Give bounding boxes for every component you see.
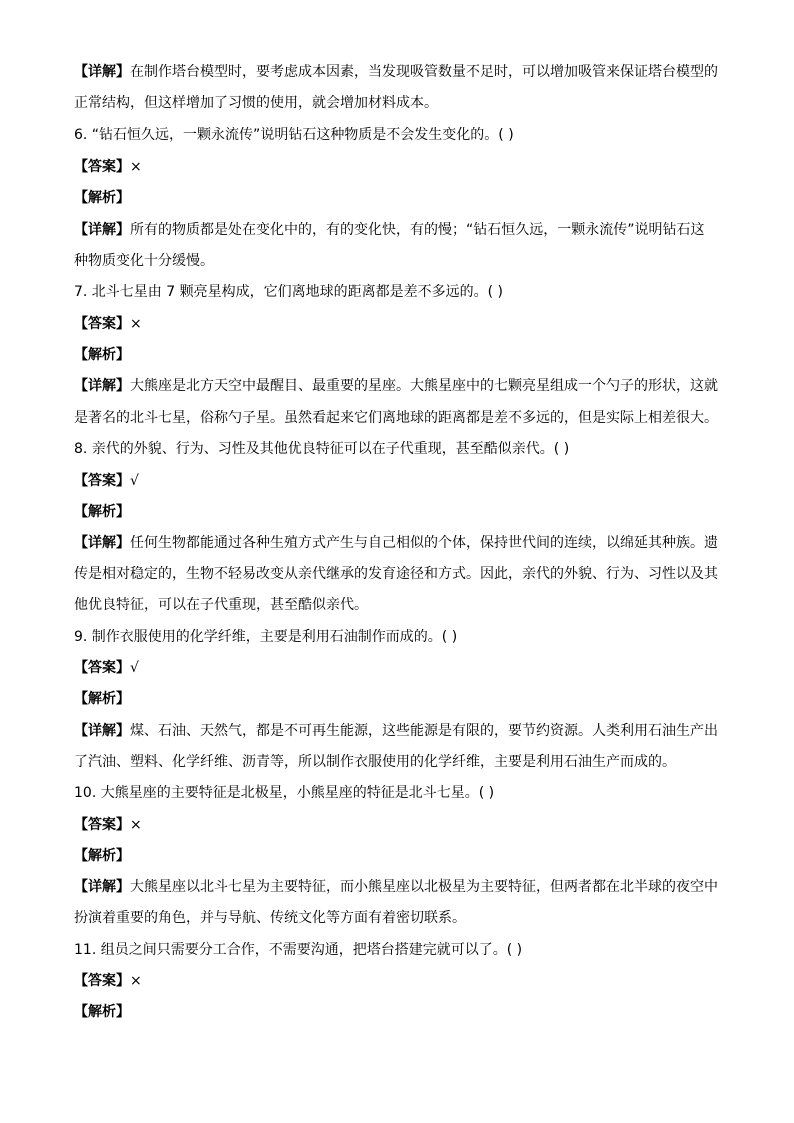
text-line: 是著名的北斗七星，俗称勺子星。虽然看起来它们离地球的距离都是差不多远的，但是实际上相差很大。: [74, 410, 718, 426]
section-label: 【详解】: [74, 222, 130, 238]
text-line: [74, 659, 139, 678]
text-line: [74, 315, 142, 334]
text-line: [74, 189, 130, 208]
section-label: 【详解】: [74, 378, 130, 394]
text-line: 种物质变化十分缓慢。: [74, 253, 214, 269]
text-line: 传是相对稳定的，生物不轻易改变从亲代继承的发育途径和方式。因此，亲代的外貌、行为、习性以及其: [74, 566, 718, 582]
section-label: 【详解】: [74, 879, 130, 895]
section-label: 【解析】: [74, 347, 130, 363]
text-line: [74, 158, 142, 177]
text-line: [74, 377, 718, 396]
section-label: 【答案】: [74, 660, 130, 676]
line-text: ×: [130, 159, 142, 175]
text-line: [74, 816, 142, 835]
line-text: 在制作塔台模型时，要考虑成本因素，当发现吸管数量不足时，可以增加吸管来保证塔台模型的: [130, 64, 718, 80]
text-line: [74, 722, 718, 741]
section-label: 【答案】: [74, 817, 130, 833]
text-line: 8. 亲代的外貌、行为、习性及其他优良特征可以在子代重现，甚至酷似亲代。( ): [74, 441, 570, 457]
section-label: 【答案】: [74, 473, 130, 489]
section-label: 【详解】: [74, 64, 130, 80]
line-text: 煤、石油、天然气，都是不可再生能源，这些能源是有限的，要节约资源。人类利用石油生产出: [130, 723, 718, 739]
line-text: ×: [130, 817, 142, 833]
section-label: 【答案】: [74, 973, 130, 989]
text-line: [74, 847, 130, 866]
text-line: [74, 221, 705, 240]
line-text: ×: [130, 316, 142, 332]
text-line: [74, 1003, 130, 1022]
section-label: 【解析】: [74, 190, 130, 206]
text-line: 他优良特征，可以在子代重现，甚至酷似亲代。: [74, 597, 368, 613]
text-line: 了汽油、塑料、化学纤维、沥青等，所以制作衣服使用的化学纤维，主要是利用石油生产而成的。: [74, 754, 676, 770]
section-label: 【详解】: [74, 723, 130, 739]
text-line: 6. “钻石恒久远，一颗永流传”说明钻石这种物质是不会发生变化的。( ): [74, 127, 514, 143]
text-line: [74, 690, 130, 709]
line-text: 大熊座是北方天空中最醒目、最重要的星座。大熊星座中的七颗亮星组成一个勺子的形状，这就: [130, 378, 718, 394]
text-line: 7. 北斗七星由 7 颗亮星构成，它们离地球的距离都是差不多远的。( ): [74, 284, 503, 300]
text-line: 正常结构，但这样增加了习惯的使用，就会增加材料成本。: [74, 95, 438, 111]
text-line: [74, 346, 130, 365]
text-line: 10. 大熊星座的主要特征是北极星，小熊星座的特征是北斗七星。( ): [74, 785, 495, 801]
text-line: 9. 制作衣服使用的化学纤维，主要是利用石油制作而成的。( ): [74, 629, 458, 645]
section-label: 【答案】: [74, 316, 130, 332]
text-line: 扮演着重要的角色，并与导航、传统文化等方面有着密切联系。: [74, 910, 466, 926]
text-line: 11. 组员之间只需要分工合作，不需要沟通，把塔台搭建完就可以了。( ): [74, 942, 523, 958]
line-text: ×: [130, 973, 142, 989]
text-line: [74, 503, 130, 522]
line-text: 大熊星座以北斗七星为主要特征，而小熊星座以北极星为主要特征，但两者都在北半球的夜空中: [130, 879, 718, 895]
section-label: 【解析】: [74, 691, 130, 707]
text-line: [74, 878, 718, 897]
section-label: 【解析】: [74, 504, 130, 520]
text-line: [74, 972, 142, 991]
text-line: [74, 63, 718, 82]
text-line: [74, 534, 718, 553]
section-label: 【解析】: [74, 848, 130, 864]
section-label: 【详解】: [74, 535, 130, 551]
section-label: 【答案】: [74, 159, 130, 175]
line-text: √: [130, 660, 139, 676]
section-label: 【解析】: [74, 1004, 130, 1020]
line-text: √: [130, 473, 139, 489]
text-line: [74, 472, 139, 491]
line-text: 所有的物质都是处在变化中的，有的变化快，有的慢；“钻石恒久远，一颗永流传”说明钻石这: [130, 222, 705, 238]
line-text: 任何生物都能通过各种生殖方式产生与自己相似的个体，保持世代间的连续，以绵延其种族。遗: [130, 535, 718, 551]
